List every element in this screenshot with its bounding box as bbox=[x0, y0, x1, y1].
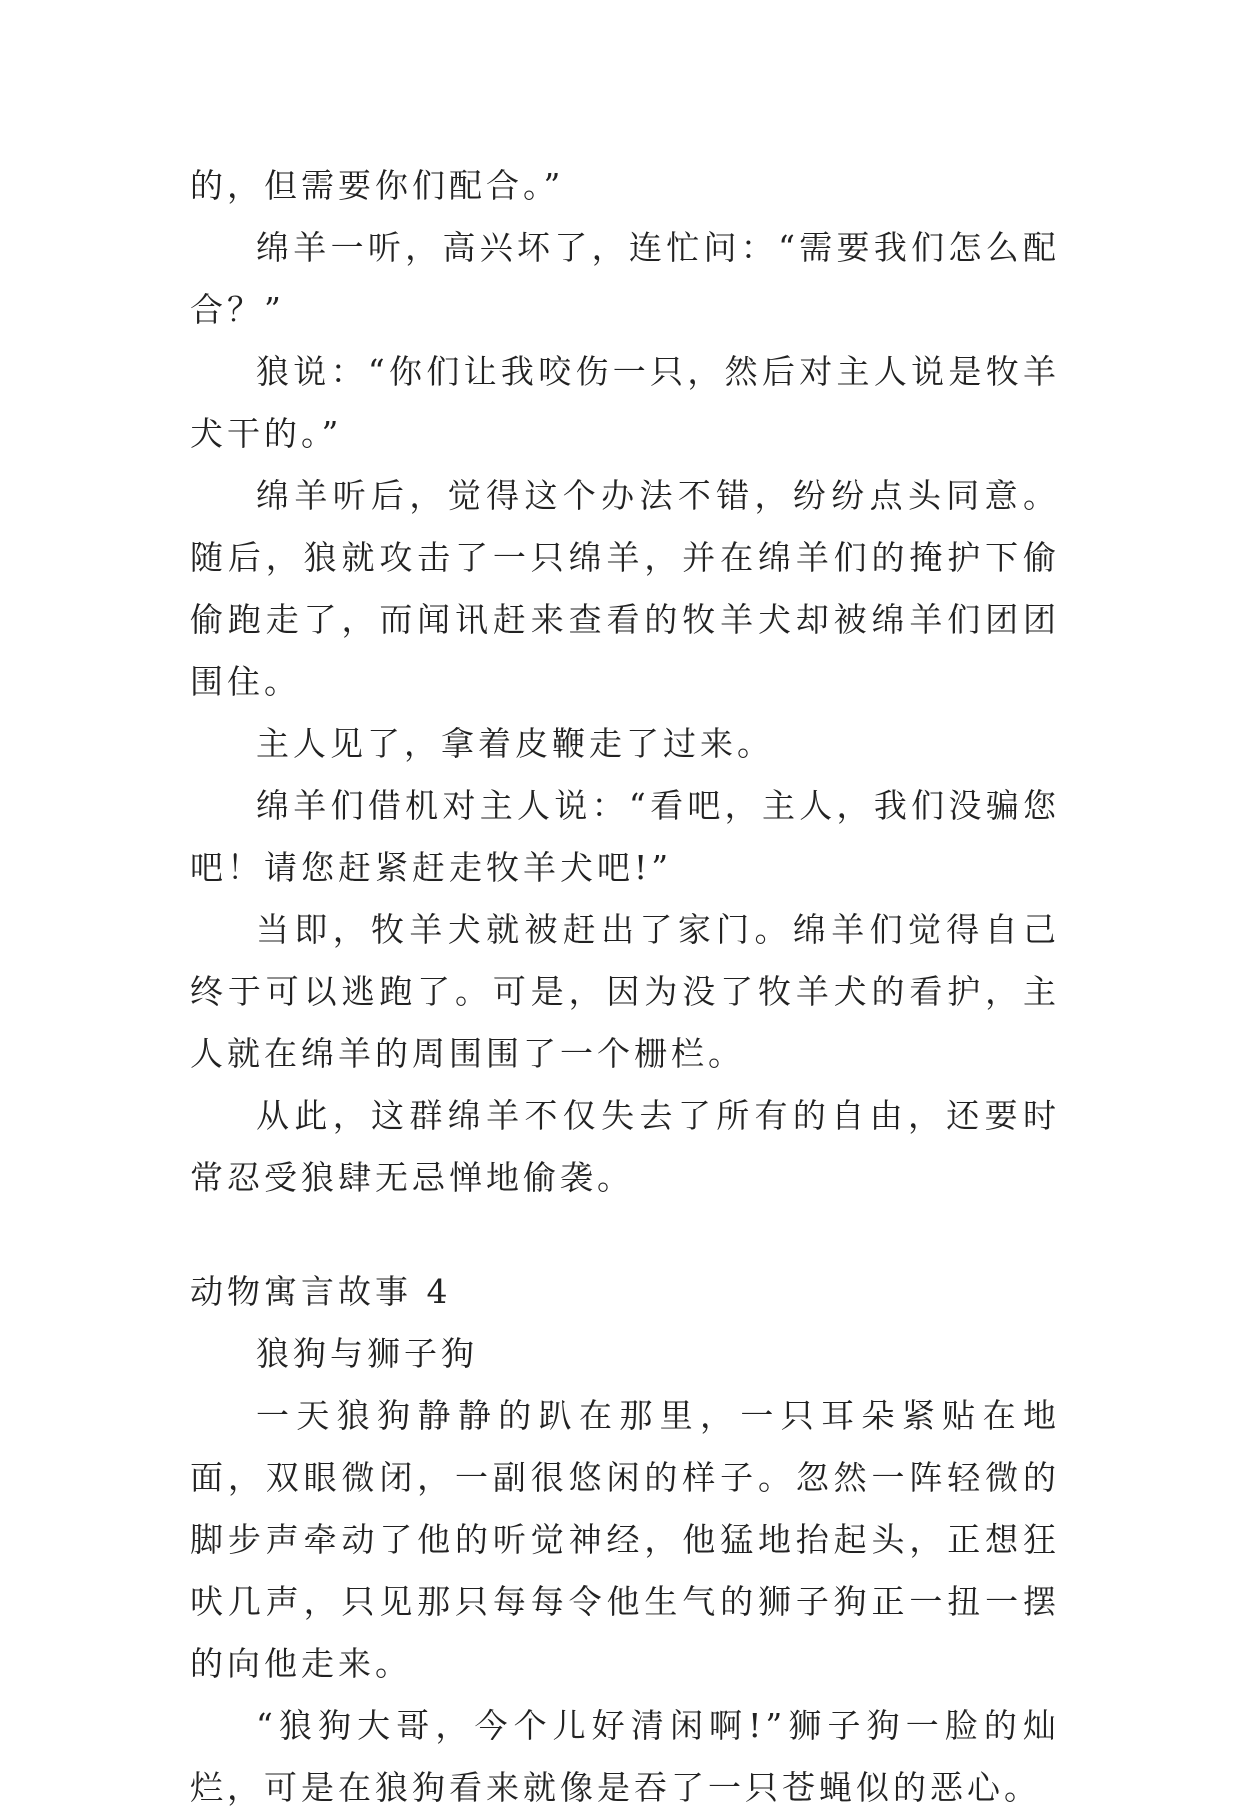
paragraph-2: 绵羊一听，高兴坏了，连忙问：“需要我们怎么配合？” bbox=[190, 228, 1060, 329]
paragraph-8: 从此，这群绵羊不仅失去了所有的自由，还要时常忍受狼肆无忌惮地偷袭。 bbox=[190, 1096, 1060, 1197]
section-gap bbox=[190, 1209, 1060, 1261]
paragraph-6: 绵羊们借机对主人说：“看吧，主人，我们没骗您吧！请您赶紧赶走牧羊犬吧!” bbox=[190, 786, 1060, 887]
paragraph-1: 的，但需要你们配合。” bbox=[190, 166, 565, 205]
paragraph-4: 绵羊听后，觉得这个办法不错，纷纷点头同意。随后，狼就攻击了一只绵羊，并在绵羊们的掩护下偷偷跑走了，而闻讯赶来查看的牧羊犬却被绵羊们团团围住。 bbox=[190, 476, 1060, 701]
paragraph-5: 主人见了，拿着皮鞭走了过来。 bbox=[256, 724, 774, 763]
document-body bbox=[190, 155, 1060, 1819]
paragraph-7: 当即，牧羊犬就被赶出了家门。绵羊们觉得自己终于可以逃跑了。可是，因为没了牧羊犬的看护，主人就在绵羊的周围围了一个栅栏。 bbox=[190, 910, 1060, 1073]
paragraph-10: “狼狗大哥，今个儿好清闲啊!”狮子狗一脸的灿烂，可是在狼狗看来就像是吞了一只苍蝇似的恶心。 bbox=[190, 1706, 1060, 1807]
paragraph-3: 狼说：“你们让我咬伤一只，然后对主人说是牧羊犬干的。” bbox=[190, 352, 1060, 453]
story-title: 狼狗与狮子狗 bbox=[256, 1334, 478, 1373]
section-heading: 动物寓言故事 4 bbox=[190, 1272, 452, 1311]
paragraph-9: 一天狼狗静静的趴在那里，一只耳朵紧贴在地面，双眼微闭，一副很悠闲的样子。忽然一阵轻微的脚步声牵动了他的听觉神经，他猛地抬起头，正想狂吠几声，只见那只每每令他生气的狮子狗正一扭一摆的向他走来。 bbox=[190, 1396, 1060, 1683]
